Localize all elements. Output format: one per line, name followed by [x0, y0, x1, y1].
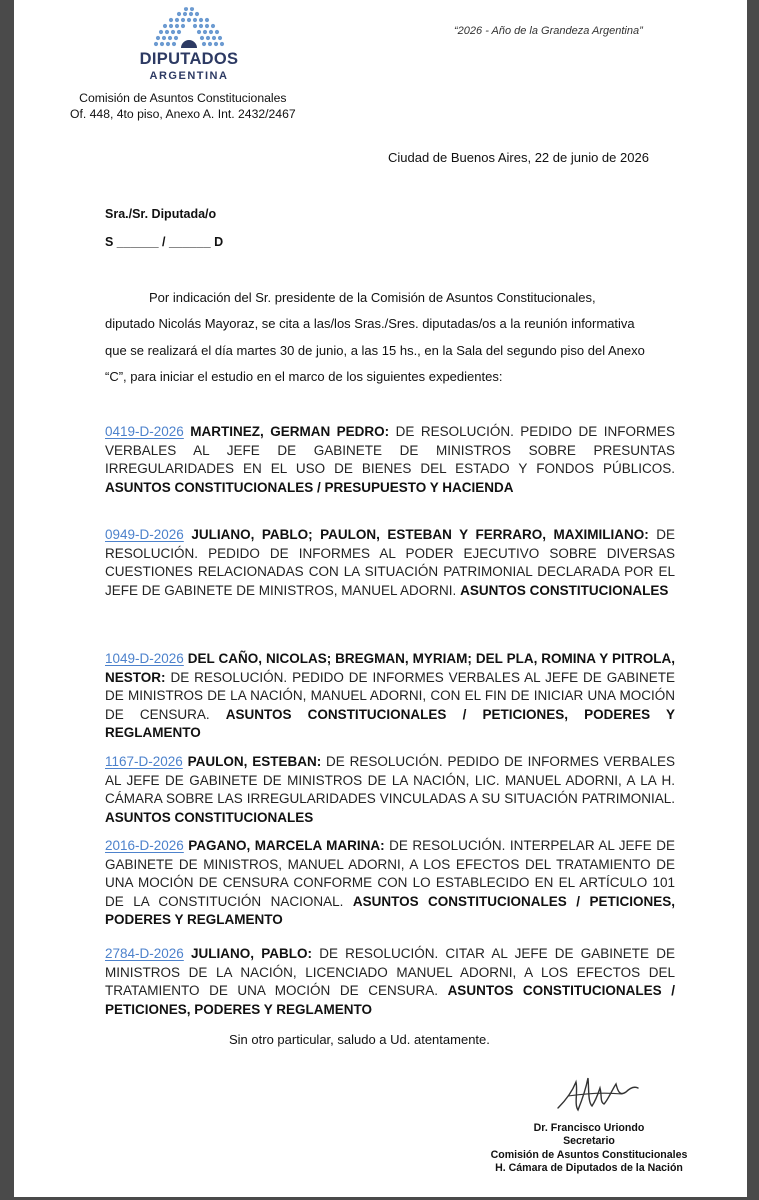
- expediente-description: DE RESOLUCIÓN. PEDIDO DE INFORMES VERBALES AL JEFE DE GABINETE DE MINISTROS DE LA NACIÓN, MANUEL ADORNI, CON EL FIN DE INICIAR UNA MOCIÓN DE CENSURA.: [105, 669, 675, 722]
- intro-line: “C”, para iniciar el estudio en el marco de los siguientes expedientes:: [105, 369, 503, 385]
- expediente-item: [105, 837, 675, 930]
- commission-name: Comisión de Asuntos Constitucionales: [79, 91, 287, 105]
- expediente-description: DE RESOLUCIÓN. PEDIDO DE INFORMES AL PODER EJECUTIVO SOBRE DIVERSAS CUESTIONES RELACIONADAS CON LA SITUACIÓN PATRIMONIAL DECLARADA POR EL JEFE DE GABINETE DE MINISTROS, MANUEL ADORNI.: [105, 527, 675, 598]
- commission-office: Of. 448, 4to piso, Anexo A. Int. 2432/2467: [70, 107, 296, 121]
- expediente-committees: ASUNTOS CONSTITUCIONALES: [105, 809, 314, 825]
- commission-header: [70, 90, 296, 122]
- expediente-committees: ASUNTOS CONSTITUCIONALES / PETICIONES, PODERES Y REGLAMENTO: [105, 893, 675, 928]
- expediente-committees: ASUNTOS CONSTITUCIONALES / PRESUPUESTO Y HACIENDA: [105, 479, 514, 495]
- expediente-committees: ASUNTOS CONSTITUCIONALES: [460, 582, 669, 598]
- congress-dome-icon: [144, 4, 234, 50]
- intro-paragraph: [105, 285, 675, 391]
- document-page: [14, 0, 747, 1197]
- expediente-link[interactable]: 0419-D-2026: [105, 424, 184, 439]
- logo-subtitle: ARGENTINA: [149, 70, 229, 82]
- expediente-link[interactable]: 1167-D-2026: [105, 754, 183, 769]
- intro-line: Por indicación del Sr. presidente de la Comisión de Asuntos Constitucionales,: [149, 290, 596, 305]
- expediente-description: DE RESOLUCIÓN. CITAR AL JEFE DE GABINETE DE MINISTROS DE LA NACIÓN, LICENCIADO MANUEL ADORNI, A LOS EFECTOS DEL TRATAMIENTO DE UNA MOCIÓN DE CENSURA.: [105, 946, 675, 999]
- expediente-item: [105, 650, 675, 743]
- expediente-authors: JULIANO, PABLO:: [191, 946, 312, 961]
- expediente-item: [105, 753, 675, 827]
- handwritten-signature: [552, 1070, 642, 1125]
- signer-role: Secretario: [563, 1135, 615, 1148]
- intro-line: diputado Nicolás Mayoraz, se cita a las/los Sras./Sres. diputadas/os a la reunión informativa: [105, 316, 635, 332]
- intro-line: que se realizará el día martes 30 de junio, a las 15 hs., en la Sala del segundo piso del Anexo: [105, 342, 645, 358]
- year-motto: “2026 - Año de la Grandeza Argentina”: [454, 25, 643, 37]
- diputados-logo: [132, 4, 246, 82]
- expediente-description: DE RESOLUCIÓN. PEDIDO DE INFORMES VERBALES AL JEFE DE GABINETE DE MINISTROS SOBRE PRESUNTAS IRREGULARIDADES EN EL USO DE BIENES DEL ESTADO Y FONDOS PÚBLICOS.: [105, 424, 675, 477]
- expediente-item: [105, 945, 675, 1019]
- expediente-link[interactable]: 1049-D-2026: [105, 651, 184, 666]
- date-line: Ciudad de Buenos Aires, 22 de junio de 2026: [388, 150, 649, 165]
- recipient: Sra./Sr. Diputada/o: [105, 207, 217, 221]
- expediente-description: DE RESOLUCIÓN. INTERPELAR AL JEFE DE GABINETE DE MINISTROS, MANUEL ADORNI, A LOS EFECTOS DEL TRATAMIENTO DE UNA MOCIÓN DE CENSURA CONFORME CON LO ESTABLECIDO EN EL ARTÍCULO 101 DE LA CONSTITUCIÓN NACIONAL.: [105, 838, 675, 909]
- expediente-authors: PAULON, ESTEBAN:: [187, 754, 322, 769]
- signer-chamber: H. Cámara de Diputados de la Nación: [495, 1162, 683, 1175]
- expediente-item: [105, 423, 675, 497]
- logo-title: DIPUTADOS: [139, 50, 239, 68]
- expediente-authors: MARTINEZ, GERMAN PEDRO:: [190, 424, 390, 439]
- expediente-link[interactable]: 2016-D-2026: [105, 838, 184, 853]
- signer-block: [454, 1122, 724, 1176]
- recipient-slash-line: S ______ / ______ D: [105, 235, 224, 249]
- expediente-authors: JULIANO, PABLO; PAULON, ESTEBAN Y FERRARO, MAXIMILIANO:: [191, 527, 649, 542]
- expediente-committees: ASUNTOS CONSTITUCIONALES / PETICIONES, PODERES Y REGLAMENTO: [105, 706, 676, 741]
- expediente-committees: ASUNTOS CONSTITUCIONALES / PETICIONES, PODERES Y REGLAMENTO: [105, 983, 675, 1017]
- expediente-link[interactable]: 2784-D-2026: [105, 946, 184, 961]
- expediente-link[interactable]: 0949-D-2026: [105, 527, 184, 542]
- signer-committee: Comisión de Asuntos Constitucionales: [490, 1148, 688, 1161]
- expediente-item: [105, 526, 675, 600]
- expediente-authors: DEL CAÑO, NICOLAS; BREGMAN, MYRIAM; DEL PLA, ROMINA Y PITROLA, NESTOR:: [105, 651, 675, 685]
- signer-name: Dr. Francisco Uriondo: [533, 1122, 645, 1134]
- closing-line: Sin otro particular, saludo a Ud. atentamente.: [229, 1032, 490, 1047]
- expediente-description: DE RESOLUCIÓN. PEDIDO DE INFORMES VERBALES AL JEFE DE GABINETE DE MINISTROS DE LA NACIÓN, LIC. MANUEL ADORNI, A LA H. CÁMARA SOBRE LAS IRREGULARIDADES VINCULADAS A SU SITUACIÓN PATRIMONIAL.: [105, 754, 675, 807]
- expediente-authors: PAGANO, MARCELA MARINA:: [188, 838, 385, 853]
